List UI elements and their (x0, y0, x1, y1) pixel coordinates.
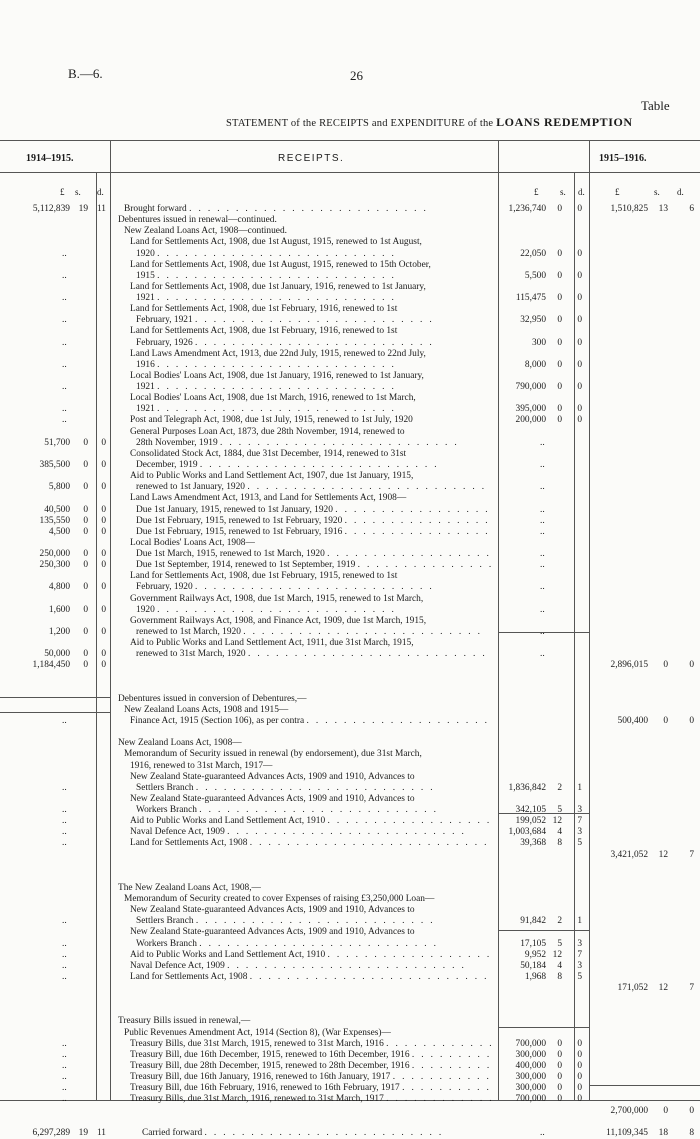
amount-middle-pence: 0 (577, 337, 582, 348)
unit-shilling-mid: s. (560, 187, 566, 197)
amount-right-pence: 0 (689, 1105, 694, 1116)
row-description: 1921 . . (136, 403, 494, 415)
empty-middle-marker: .. (540, 459, 545, 470)
row-description: Local Bodies' Loans Act, 1908— (130, 537, 255, 548)
amount-middle-pounds: 700,000 (515, 1038, 546, 1049)
amount-middle-pounds: 300,000 (515, 1083, 546, 1094)
amount-middle-pence: 5 (577, 838, 582, 849)
row-description: February, 1920 . . (136, 581, 494, 593)
row-description: 1921 . . (136, 292, 494, 304)
amount-middle-pence: 0 (577, 382, 582, 393)
empty-middle-marker: .. (540, 604, 545, 615)
row-description: Debentures issued in renewal—continued. (118, 215, 277, 226)
amount-middle-pounds: 1,836,842 (508, 782, 546, 793)
amount-middle-pence: 0 (577, 315, 582, 326)
amount-left-pence: 11 (96, 1127, 106, 1138)
row-description: February, 1926 . . (136, 337, 494, 349)
amount-right-pounds: 171,052 (617, 983, 648, 994)
amount-left-shillings: 0 (83, 437, 88, 448)
amount-right-shillings: 0 (663, 1105, 668, 1116)
row-description: February, 1921 . . (136, 314, 494, 326)
amount-middle-pounds: 342,105 (515, 805, 546, 816)
row-description: General Purposes Loan Act, 1873, due 28th November, 1914, renewed to (130, 426, 405, 437)
amount-middle-pounds: 200,000 (515, 415, 546, 426)
amount-right-pence: 6 (689, 204, 694, 214)
amount-middle-shillings: 0 (557, 1038, 562, 1049)
row-description: renewed to 1st March, 1920 . . (136, 626, 494, 638)
empty-middle-marker: .. (540, 560, 545, 571)
amount-left-pence: 11 (96, 204, 106, 214)
amount-middle-pounds: 50,184 (520, 960, 546, 971)
row-description: Government Railways Act, 1908, due 1st March, 1915, renewed to 1st March, (130, 593, 424, 604)
unit-pound-right: £ (615, 187, 620, 197)
empty-left-marker: .. (62, 816, 67, 827)
amount-middle-shillings: 0 (557, 1049, 562, 1060)
row-description: Land for Settlements Act, 1908 . . (130, 837, 494, 849)
empty-middle-marker: .. (540, 649, 545, 660)
amount-left-pounds: 5,800 (48, 482, 70, 493)
amount-right-pence: 7 (689, 849, 694, 860)
amount-middle-pounds: 5,500 (524, 270, 546, 281)
amount-middle-shillings: 0 (557, 293, 562, 304)
top-rule (0, 140, 700, 141)
row-description: Land for Settlements Act, 1908, due 1st August, 1915, renewed to 15th October, (130, 259, 431, 270)
row-description: Aid to Public Works and Land Settlement Act, 1910 . . (130, 815, 494, 827)
amount-middle-pounds: 32,950 (520, 315, 546, 326)
amount-middle-shillings: 12 (552, 816, 562, 827)
amount-left-pounds: 5,112,839 (32, 204, 70, 214)
empty-left-marker: .. (62, 960, 67, 971)
amount-right-pence: 0 (689, 660, 694, 671)
empty-left-marker: .. (62, 382, 67, 393)
amount-left-shillings: 0 (83, 649, 88, 660)
row-description: December, 1919 . . (136, 459, 494, 471)
amount-middle-pounds: 300 (531, 337, 546, 348)
amount-right-shillings: 12 (658, 849, 668, 860)
amount-middle-pence: 0 (577, 1083, 582, 1094)
empty-left-marker: .. (62, 404, 67, 415)
amount-left-pounds: 385,500 (39, 459, 70, 470)
amount-left-pence: 0 (101, 437, 106, 448)
amount-left-shillings: 0 (83, 526, 88, 537)
row-description: 1920 . . (136, 604, 494, 616)
row-description: New Zealand State-guaranteed Advances Acts, 1909 and 1910, Advances to (130, 927, 415, 938)
amount-left-pounds: 51,700 (44, 437, 70, 448)
amount-middle-shillings: 0 (557, 248, 562, 259)
row-description: Workers Branch . . (136, 804, 494, 816)
amount-right-pounds: 3,421,052 (610, 849, 648, 860)
amount-middle-shillings: 0 (557, 315, 562, 326)
amount-middle-shillings: 0 (557, 359, 562, 370)
amount-right-shillings: 13 (658, 204, 668, 214)
row-description: New Zealand State-guaranteed Advances Acts, 1909 and 1910, Advances to (130, 905, 415, 916)
amount-middle-pence: 0 (577, 270, 582, 281)
amount-right-pounds: 11,109,345 (606, 1127, 648, 1138)
amount-left-pence: 0 (101, 604, 106, 615)
column-heading-left-year: 1914–1915. (26, 153, 74, 164)
row-description: New Zealand State-guaranteed Advances Acts, 1909 and 1910, Advances to (130, 771, 415, 782)
amount-middle-pounds: 8,000 (524, 359, 546, 370)
empty-left-marker: .. (62, 1038, 67, 1049)
amount-left-pounds: 4,500 (48, 526, 70, 537)
header-rule (0, 172, 700, 173)
amount-middle-pence: 3 (577, 960, 582, 971)
row-description: New Zealand State-guaranteed Advances Acts, 1909 and 1910, Advances to (130, 793, 415, 804)
empty-middle-marker: .. (540, 549, 545, 560)
row-description: Government Railways Act, 1908, and Finance Act, 1909, due 1st March, 1915, (130, 615, 427, 626)
amount-middle-shillings: 0 (557, 337, 562, 348)
empty-middle-marker: .. (540, 482, 545, 493)
amount-left-pounds: 1,200 (48, 626, 70, 637)
amount-left-pence: 0 (101, 459, 106, 470)
row-description: Memorandum of Security created to cover Expenses of raising £3,250,000 Loan— (124, 894, 435, 905)
row-description: Due 1st September, 1914, renewed to 1st September, 1919 . . (136, 559, 494, 571)
row-description: Land for Settlements Act, 1908, due 1st February, 1916, renewed to 1st (130, 304, 398, 315)
amount-middle-pence: 0 (577, 293, 582, 304)
empty-left-marker: .. (62, 1072, 67, 1083)
amount-right-shillings: 18 (658, 1127, 668, 1138)
amount-middle-pence: 0 (577, 415, 582, 426)
table-label: Table (641, 98, 670, 113)
amount-middle-shillings: 0 (557, 1094, 562, 1105)
amount-middle-pence: 5 (577, 971, 582, 982)
amount-middle-pence: 7 (577, 816, 582, 827)
amount-left-pence: 0 (101, 626, 106, 637)
amount-middle-pence: 0 (577, 1072, 582, 1083)
page-reference: B.—6. (68, 66, 103, 81)
row-description: New Zealand Loans Act, 1908— (118, 738, 242, 749)
empty-left-marker: .. (62, 805, 67, 816)
empty-middle-marker: .. (540, 626, 545, 637)
amount-left-pounds: 1,600 (48, 604, 70, 615)
amount-middle-shillings: 2 (557, 782, 562, 793)
row-description: Treasury Bills, due 31st March, 1916, renewed to 31st March, 1917 . . (130, 1093, 494, 1105)
table-title (226, 115, 633, 130)
amount-middle-shillings: 2 (557, 916, 562, 927)
amount-middle-pence: 0 (577, 1038, 582, 1049)
amount-right-pounds: 2,896,015 (610, 660, 648, 671)
amount-middle-shillings: 0 (557, 415, 562, 426)
row-description: Land for Settlements Act, 1908, due 1st February, 1915, renewed to 1st (130, 571, 398, 582)
row-description: Treasury Bills issued in renewal,— (118, 1016, 251, 1027)
row-description: 1915 . . (136, 270, 494, 282)
amount-middle-pounds: 9,952 (524, 949, 546, 960)
amount-left-pounds: 250,000 (39, 549, 70, 560)
unit-pence-right: d. (677, 187, 684, 197)
amount-left-shillings: 0 (83, 515, 88, 526)
row-description: 1916 . . (136, 359, 494, 371)
amount-middle-pence: 0 (577, 248, 582, 259)
empty-left-marker: .. (62, 916, 67, 927)
amount-middle-pounds: 39,368 (520, 838, 546, 849)
row-description: Land for Settlements Act, 1908, due 1st January, 1916, renewed to 1st January, (130, 281, 426, 292)
row-description: Consolidated Stock Act, 1884, due 31st December, 1914, renewed to 31st (130, 448, 407, 459)
amount-middle-pence: 0 (577, 404, 582, 415)
amount-middle-pounds: 1,236,740 (508, 204, 546, 214)
amount-middle-pounds: 790,000 (515, 382, 546, 393)
empty-middle-marker: .. (540, 526, 545, 537)
empty-left-marker: .. (62, 315, 67, 326)
unit-pence-left: d. (97, 187, 104, 197)
empty-left-marker: .. (62, 715, 67, 726)
amount-middle-pounds: 91,842 (520, 916, 546, 927)
table-title-prefix: STATEMENT of the RECEIPTS and EXPENDITURE of the (226, 118, 494, 129)
amount-right-pounds: 1,510,825 (610, 204, 648, 214)
row-description: Naval Defence Act, 1909 . . (130, 826, 494, 838)
page-number: 26 (350, 68, 363, 83)
amount-left-pence: 0 (101, 526, 106, 537)
amount-middle-shillings: 5 (557, 805, 562, 816)
amount-right-shillings: 12 (658, 983, 668, 994)
amount-left-shillings: 0 (83, 604, 88, 615)
amount-middle-shillings: 0 (557, 204, 562, 214)
amount-right-pence: 7 (689, 983, 694, 994)
row-description: Treasury Bills, due 31st March, 1915, renewed to 31st March, 1916 . . (130, 1038, 494, 1050)
empty-left-marker: .. (62, 838, 67, 849)
row-description: Land for Settlements Act, 1908, due 1st August, 1915, renewed to 1st August, (130, 237, 422, 248)
row-description: Due 1st February, 1915, renewed to 1st February, 1916 . . (136, 526, 494, 538)
amount-middle-pounds: 300,000 (515, 1072, 546, 1083)
amount-right-pence: 0 (689, 715, 694, 726)
empty-left-marker: .. (62, 971, 67, 982)
row-description: Public Revenues Amendment Act, 1914 (Section 8), (War Expenses)— (124, 1027, 391, 1038)
row-description: Settlers Branch . . (136, 915, 494, 927)
amount-middle-pence: 1 (577, 916, 582, 927)
amount-left-pence: 0 (101, 582, 106, 593)
amount-left-pence: 0 (101, 649, 106, 660)
amount-middle-shillings: 0 (557, 1061, 562, 1071)
amount-middle-shillings: 0 (557, 1083, 562, 1094)
amount-middle-pounds: 300,000 (515, 1049, 546, 1060)
row-description: Carried forward . . (142, 1127, 494, 1139)
amount-left-shillings: 0 (83, 549, 88, 560)
amount-middle-pounds: 700,000 (515, 1094, 546, 1105)
amount-left-pounds: 250,300 (39, 560, 70, 571)
amount-left-pence: 0 (101, 504, 106, 515)
row-description: renewed to 1st January, 1920 . . (136, 481, 494, 493)
row-description: Land for Settlements Act, 1908 . . (130, 971, 494, 983)
amount-left-shillings: 0 (83, 660, 88, 671)
amount-left-pence: 0 (101, 660, 106, 671)
amount-middle-shillings: 0 (557, 270, 562, 281)
amount-middle-pence: 3 (577, 805, 582, 816)
row-description: Treasury Bill, due 16th December, 1915, renewed to 16th December, 1916 . . (130, 1049, 494, 1061)
amount-middle-shillings: 0 (557, 404, 562, 415)
amount-right-shillings: 0 (663, 660, 668, 671)
amount-left-shillings: 0 (83, 504, 88, 515)
row-description: Land Laws Amendment Act, 1913, due 22nd July, 1915, renewed to 22nd July, (130, 348, 426, 359)
amount-right-pence: 8 (689, 1127, 694, 1138)
row-description: Aid to Public Works and Land Settlement Act, 1911, due 31st March, 1915, (130, 638, 414, 649)
row-description: Due 1st March, 1915, renewed to 1st March, 1920 . . (136, 548, 494, 560)
amount-middle-pence: 0 (577, 204, 582, 214)
empty-left-marker: .. (62, 248, 67, 259)
row-description: 1921 . . (136, 381, 494, 393)
amount-right-shillings: 0 (663, 715, 668, 726)
row-description: Local Bodies' Loans Act, 1908, due 1st March, 1916, renewed to 1st March, (130, 393, 416, 404)
amount-middle-pounds: 395,000 (515, 404, 546, 415)
empty-left-marker: .. (62, 415, 67, 426)
amount-left-shillings: 19 (78, 204, 88, 214)
amount-middle-pence: 7 (577, 949, 582, 960)
amount-right-pounds: 2,700,000 (610, 1105, 648, 1116)
statement-row (0, 1127, 700, 1139)
amount-middle-pounds: 1,003,684 (508, 827, 546, 838)
amount-right-pounds: 500,400 (617, 715, 648, 726)
amount-middle-pounds: 17,105 (520, 938, 546, 949)
empty-left-marker: .. (62, 949, 67, 960)
row-description: Post and Telegraph Act, 1908, due 1st July, 1915, renewed to 1st July, 1920 (130, 415, 413, 426)
row-description: 1916, renewed to 31st March, 1917— (130, 760, 273, 771)
unit-pound-mid: £ (534, 187, 539, 197)
amount-middle-pence: 0 (577, 1061, 582, 1071)
row-description: New Zealand Loans Act, 1908—continued. (124, 226, 287, 237)
amount-left-pounds: 6,297,289 (32, 1127, 70, 1138)
unit-pence-mid: d. (578, 187, 585, 197)
column-heading-receipts: RECEIPTS. (278, 153, 345, 164)
row-description: Treasury Bill, due 16th January, 1916, renewed to 16th January, 1917 . . (130, 1071, 494, 1083)
row-description: Treasury Bill, due 16th February, 1916, renewed to 16th February, 1917 . . (130, 1082, 494, 1094)
row-description: Due 1st February, 1915, renewed to 1st February, 1920 . . (136, 515, 494, 527)
amount-left-shillings: 0 (83, 459, 88, 470)
unit-shilling-left: s. (75, 187, 81, 197)
amount-left-shillings: 0 (83, 482, 88, 493)
amount-left-pence: 0 (101, 560, 106, 571)
amount-middle-shillings: 4 (557, 960, 562, 971)
amount-middle-shillings: 12 (552, 949, 562, 960)
empty-middle-marker: .. (540, 437, 545, 448)
row-description: Aid to Public Works and Land Settlement Act, 1907, due 1st January, 1915, (130, 471, 414, 482)
empty-left-marker: .. (62, 1083, 67, 1094)
row-description: Due 1st January, 1915, renewed to 1st January, 1920 . . (136, 504, 494, 516)
column-heading-right-year: 1915–1916. (599, 153, 647, 164)
table-title-bold: LOANS REDEMPTION (496, 115, 633, 129)
empty-left-marker: .. (62, 1094, 67, 1105)
amount-left-pounds: 50,000 (44, 649, 70, 660)
amount-left-shillings: 0 (83, 582, 88, 593)
empty-left-marker: .. (62, 827, 67, 838)
amount-middle-pence: 3 (577, 827, 582, 838)
amount-middle-pounds: 1,968 (524, 971, 546, 982)
row-description: Debentures issued in conversion of Debentures,— (118, 693, 307, 704)
empty-left-marker: .. (62, 337, 67, 348)
amount-left-shillings: 0 (83, 626, 88, 637)
row-description: The New Zealand Loans Act, 1908,— (118, 882, 261, 893)
amount-left-pounds: 4,800 (48, 582, 70, 593)
empty-left-marker: .. (62, 782, 67, 793)
amount-middle-pounds: 115,475 (515, 293, 546, 304)
row-description: Workers Branch . . (136, 938, 494, 950)
row-description: 1920 . . (136, 248, 494, 260)
row-description: 28th November, 1919 . . (136, 437, 494, 449)
amount-left-pence: 0 (101, 549, 106, 560)
amount-middle-pence: 0 (577, 1094, 582, 1105)
unit-shilling-right: s. (654, 187, 660, 197)
row-description: Land for Settlements Act, 1908, due 1st February, 1916, renewed to 1st (130, 326, 398, 337)
row-description: New Zealand Loans Acts, 1908 and 1915— (124, 704, 289, 715)
amount-middle-shillings: 0 (557, 1072, 562, 1083)
amount-left-pounds: 40,500 (44, 504, 70, 515)
row-description: renewed to 31st March, 1920 . . (136, 648, 494, 660)
row-description: Settlers Branch . . (136, 782, 494, 794)
amount-left-pence: 0 (101, 515, 106, 526)
amount-left-pounds: 135,550 (39, 515, 70, 526)
amount-middle-pounds: 22,050 (520, 248, 546, 259)
amount-left-shillings: 0 (83, 560, 88, 571)
row-description: Finance Act, 1915 (Section 106), as per contra . . (130, 715, 494, 727)
row-description: Memorandum of Security issued in renewal (by endorsement), due 31st March, (124, 749, 422, 760)
amount-left-pence: 0 (101, 482, 106, 493)
row-description: Aid to Public Works and Land Settlement Act, 1910 . . (130, 949, 494, 961)
amount-middle-pence: 1 (577, 782, 582, 793)
amount-middle-pence: 3 (577, 938, 582, 949)
empty-middle-marker: .. (540, 515, 545, 526)
empty-left-marker: .. (62, 1061, 67, 1071)
amount-middle-shillings: 5 (557, 938, 562, 949)
row-description: Naval Defence Act, 1909 . . (130, 960, 494, 972)
empty-left-marker: .. (62, 359, 67, 370)
amount-middle-shillings: 8 (557, 838, 562, 849)
empty-left-marker: .. (62, 270, 67, 281)
empty-left-marker: .. (62, 938, 67, 949)
row-description: Local Bodies' Loans Act, 1908, due 1st January, 1916, renewed to 1st January, (130, 370, 424, 381)
amount-middle-shillings: 0 (557, 382, 562, 393)
amount-middle-shillings: 8 (557, 971, 562, 982)
empty-left-marker: .. (62, 1049, 67, 1060)
empty-middle-marker: .. (540, 582, 545, 593)
amount-middle-shillings: 4 (557, 827, 562, 838)
amount-middle-pounds: 400,000 (515, 1061, 546, 1071)
empty-middle-marker: .. (540, 1127, 545, 1138)
amount-middle-pounds: 199,052 (515, 816, 546, 827)
empty-left-marker: .. (62, 293, 67, 304)
empty-middle-marker: .. (540, 504, 545, 515)
amount-middle-pence: 0 (577, 359, 582, 370)
amount-left-pounds: 1,184,450 (32, 660, 70, 671)
amount-left-shillings: 19 (78, 1127, 88, 1138)
row-description: Brought forward . . (124, 203, 494, 215)
amount-middle-pence: 0 (577, 1049, 582, 1060)
row-description: Treasury Bill, due 28th December, 1915, renewed to 28th December, 1916 . . (130, 1060, 494, 1072)
row-description: Land Laws Amendment Act, 1913, and Land for Settlements Act, 1908— (130, 493, 407, 504)
unit-pound-left: £ (60, 187, 65, 197)
